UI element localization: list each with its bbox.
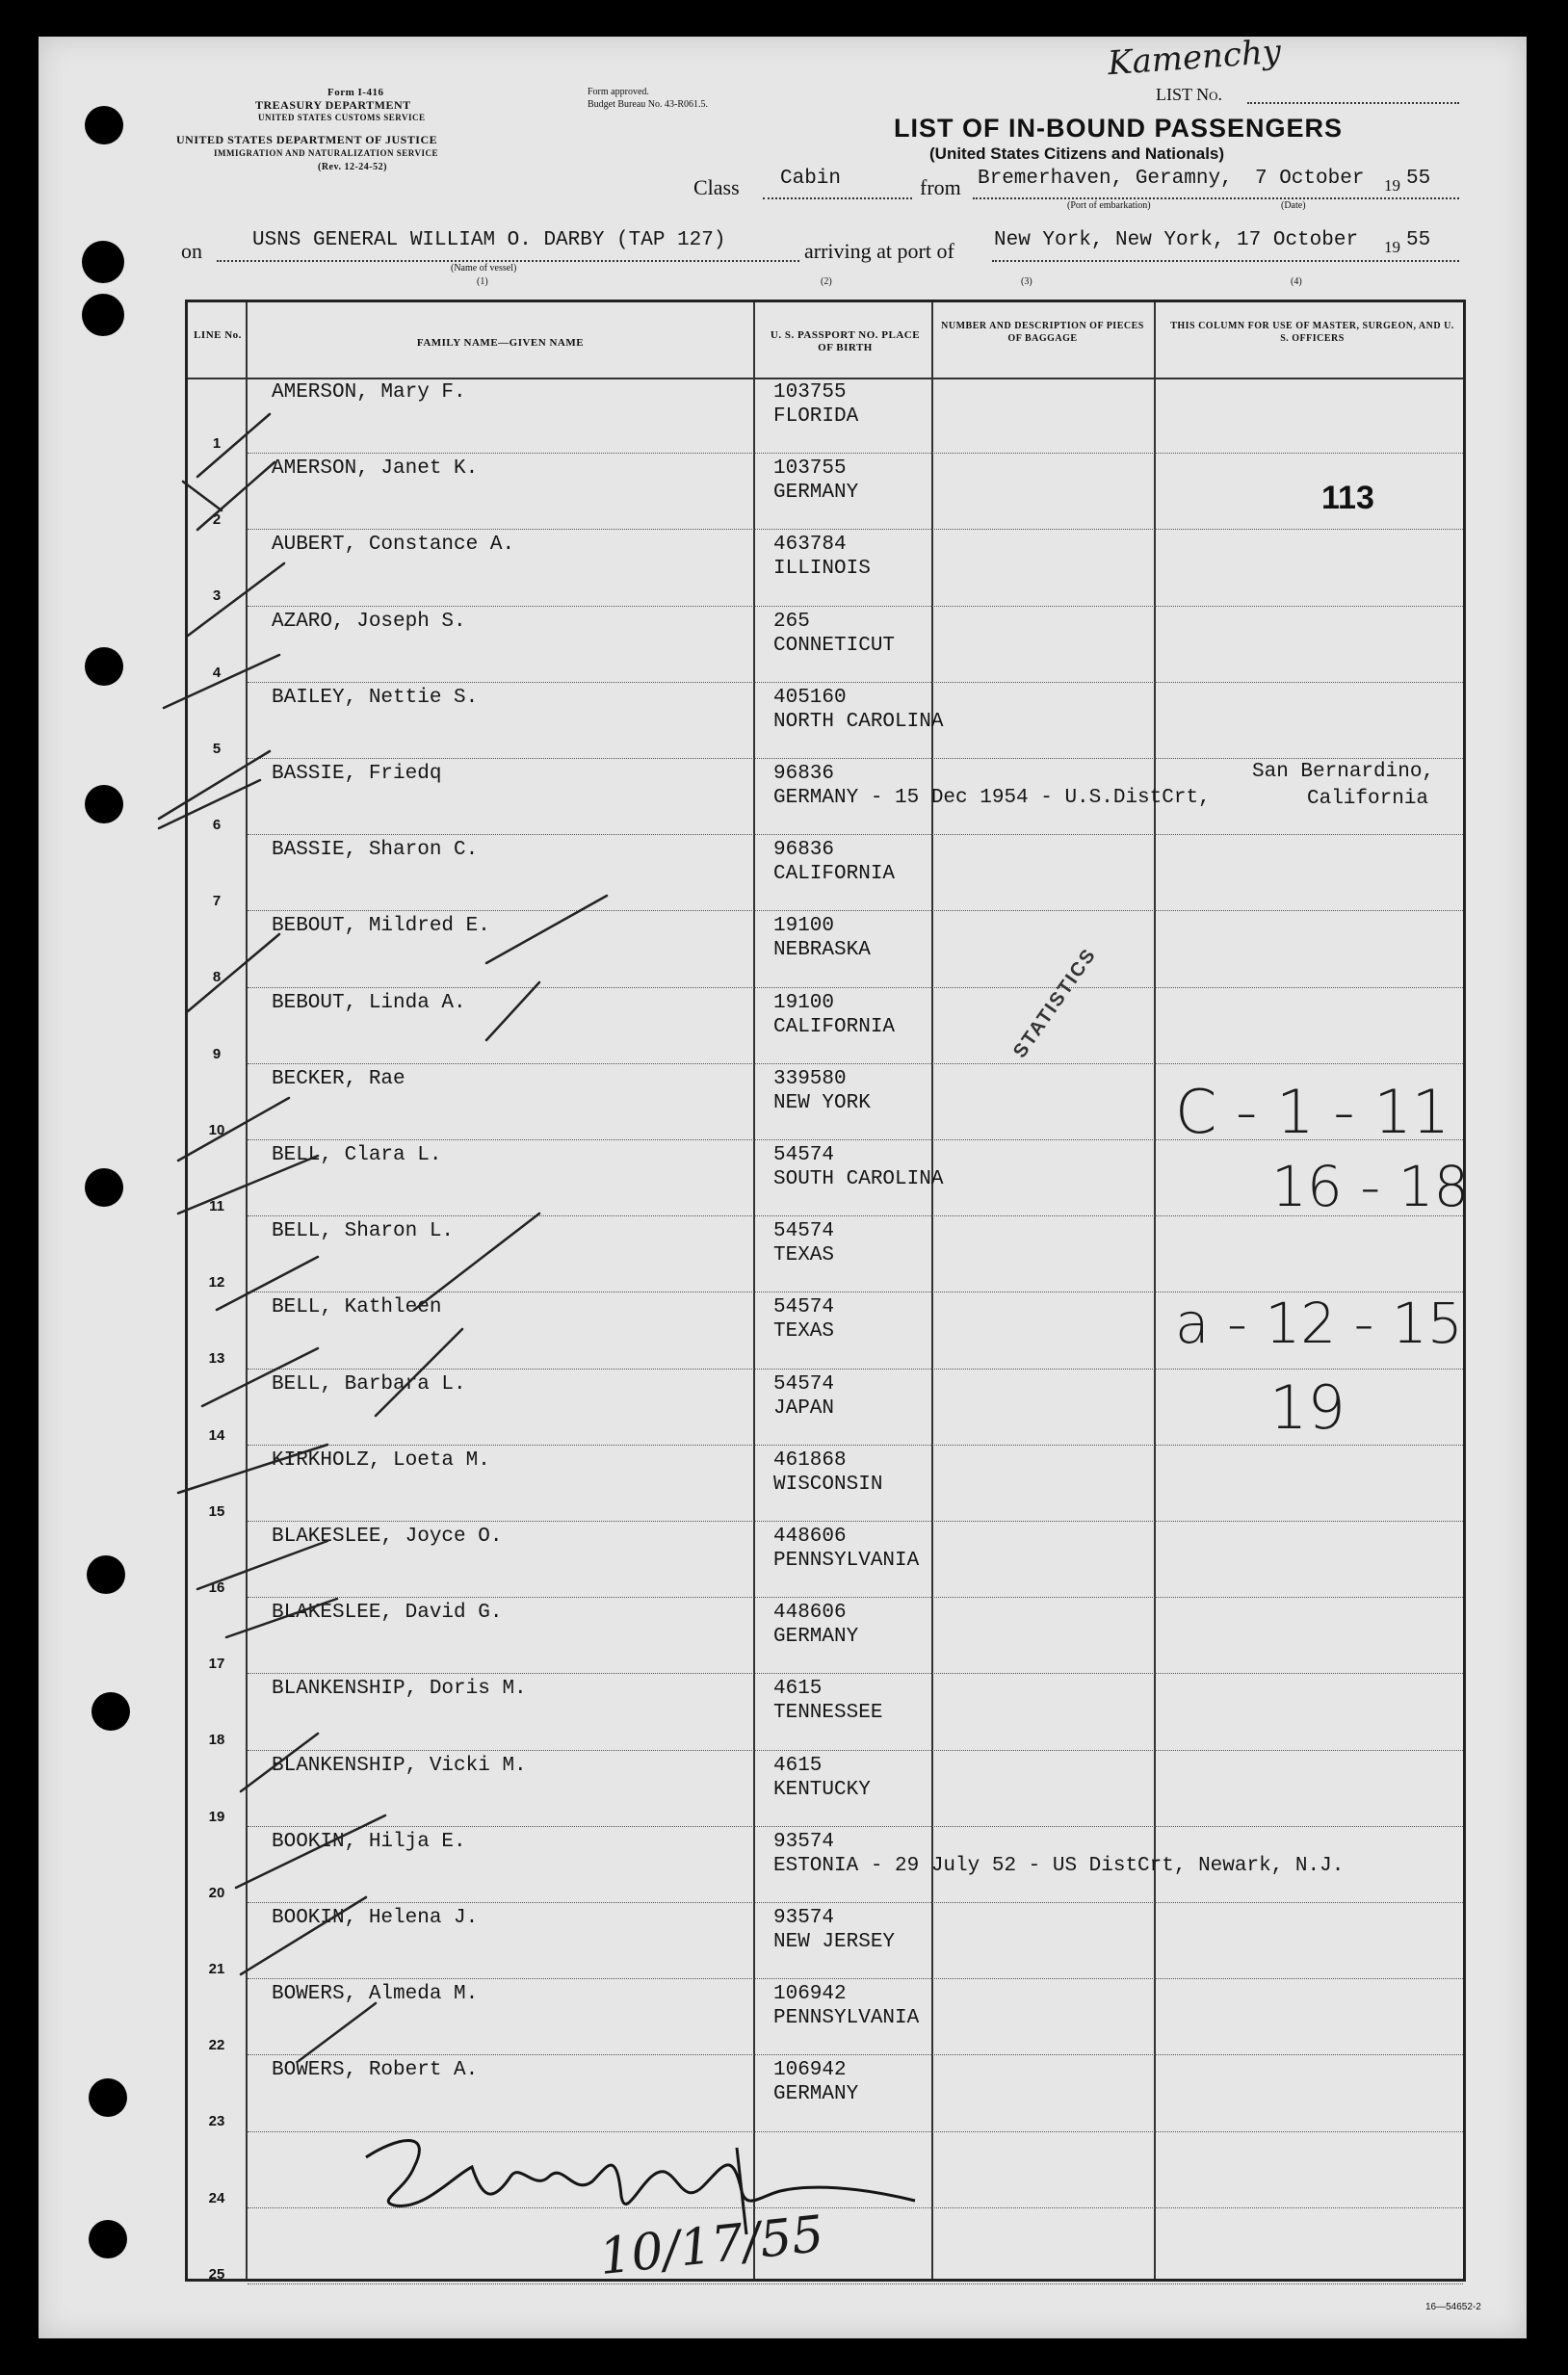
col-ref-4: (4) [1291,276,1302,287]
row-divider [248,1063,1463,1065]
passenger-name: BAILEY, Nettie S. [272,686,479,709]
passenger-name: BELL, Clara L. [272,1144,442,1166]
page-subtitle: (United States Citizens and Nationals) [929,144,1225,163]
passenger-name: AMERSON, Janet K. [272,457,479,481]
place-of-birth: JAPAN [773,1396,835,1420]
passport-number: 106942 [773,1983,847,2006]
place-of-birth: ESTONIA - 29 July 52 - US DistCrt, Newark, N.J. [773,1854,1345,1877]
line-number: 23 [208,2113,225,2130]
passport-number: 93574 [773,1830,835,1853]
vessel-line [217,260,799,262]
court-place-line2: California [1307,788,1429,810]
row-divider [248,529,1463,531]
row-divider [248,606,1463,608]
passport-number: 461868 [773,1448,847,1472]
col-divider [931,302,933,2279]
justice-dept: UNITED STATES DEPARTMENT OF JUSTICE [176,133,438,146]
row-divider [248,758,1463,760]
place-of-birth: PENNSYLVANIA [773,1550,920,1572]
line-number: 1 [212,435,222,452]
line-number: 22 [208,2037,225,2054]
passenger-name: AZARO, Joseph S. [272,610,466,633]
vessel-caption: (Name of vessel) [451,263,517,274]
arrival-year-prefix: 19 [1384,238,1400,256]
row-divider [248,834,1463,836]
passport-number: 448606 [773,1526,847,1548]
place-of-birth: CONNETICUT [773,634,896,657]
line-number: 20 [208,1884,225,1901]
col-divider [246,302,248,2279]
row-divider [248,1445,1463,1447]
place-of-birth: NEW YORK [773,1091,871,1114]
passport-number: 463784 [773,534,847,557]
place-of-birth: PENNSYLVANIA [773,2007,920,2030]
passenger-name: AUBERT, Constance A. [272,534,515,557]
signature-date: 10/17/55 [596,2205,827,2287]
binder-hole [85,1168,123,1207]
passport-number: 96836 [773,839,835,862]
immigration-service: IMMIGRATION AND NATURALIZATION SERVICE [214,148,438,158]
passport-number: 448606 [773,1602,847,1625]
passenger-name: BELL, Barbara L. [272,1372,466,1396]
binder-hole [82,241,124,283]
line-number: 11 [209,1198,224,1214]
col-ref-2: (2) [821,276,832,287]
row-divider [248,910,1463,912]
from-year-prefix: 19 [1384,176,1400,195]
form-number: Form I-416 [327,87,384,98]
passenger-name: BOOKIN, Helena J. [272,1907,479,1929]
passenger-name: BASSIE, Friedq [272,763,442,785]
row-divider [248,682,1463,684]
place-of-birth: TEXAS [773,1320,835,1344]
line-number: 2 [212,511,222,529]
date-caption: (Date) [1281,200,1306,211]
place-of-birth: GERMANY [773,2083,859,2106]
from-date: 7 October [1255,168,1365,190]
row-divider [248,1750,1463,1752]
footer-code: 16—54652-2 [1425,2302,1481,2312]
class-line [763,197,912,199]
passenger-name: BASSIE, Sharon C. [272,839,479,862]
line-number: 17 [208,1656,225,1673]
passenger-name: BLANKENSHIP, Vicki M. [272,1754,527,1777]
place-of-birth: WISCONSIN [773,1473,883,1496]
arrival-line [992,260,1459,262]
page-title: LIST OF IN-BOUND PASSENGERS [894,114,1344,143]
line-number: 14 [208,1426,225,1444]
passport-number: 93574 [773,1907,835,1929]
place-of-birth: NORTH CAROLINA [773,710,944,733]
passport-number: 19100 [773,915,835,938]
passenger-name: BEBOUT, Mildred E. [272,915,490,938]
row-divider [248,453,1463,455]
line-number: 16 [208,1579,225,1596]
place-of-birth: GERMANY - 15 Dec 1954 - U.S.DistCrt, [773,787,1211,809]
header-passport: U. S. PASSPORT NO. PLACE OF BIRTH [770,329,921,353]
passport-number: 54574 [773,1144,835,1166]
binder-hole [89,2220,127,2258]
passport-number: 54574 [773,1372,835,1396]
header-name: FAMILY NAME—GIVEN NAME [416,337,585,349]
passenger-name: AMERSON, Mary F. [272,381,466,404]
budget-bureau: Budget Bureau No. 43-R061.5. [588,99,708,110]
row-divider [248,1673,1463,1675]
from-port: Bremerhaven, Geramny, [978,168,1233,190]
line-number: 25 [208,2265,225,2283]
handwritten-note-4: 19 [1269,1372,1346,1443]
line-number: 24 [208,2189,225,2206]
class-label: Class [693,175,740,199]
header-officers: THIS COLUMN FOR USE OF MASTER, SURGEON, AND U. S. OFFICERS [1170,321,1454,344]
arrival-port: New York, New York, 17 October [994,229,1359,251]
row-divider [248,1521,1463,1523]
line-number: 6 [212,817,222,833]
binder-hole [85,106,123,144]
list-no-handwritten: Kamenchy [1106,32,1283,84]
passenger-count: 113 [1321,480,1374,516]
line-number: 5 [212,740,222,757]
passport-number: 103755 [773,381,847,404]
passenger-name: BELL, Kathleen [272,1296,442,1319]
passport-number: 405160 [773,686,847,709]
line-number: 21 [208,1961,225,1977]
list-no-line [1247,102,1459,104]
passport-number: 54574 [773,1220,835,1243]
customs-service: UNITED STATES CUSTOMS SERVICE [258,113,426,122]
port-embark-caption: (Port of embarkation) [1067,200,1151,211]
vessel-name: USNS GENERAL WILLIAM O. DARBY (TAP 127) [252,229,726,251]
passenger-name: BELL, Sharon L. [272,1220,455,1243]
row-divider [248,1826,1463,1828]
place-of-birth: GERMANY [773,1626,859,1649]
passenger-name: KIRKHOLZ, Loeta M. [272,1448,490,1472]
col-ref-3: (3) [1021,276,1032,287]
row-divider [248,987,1463,989]
passport-number: 103755 [773,457,847,481]
place-of-birth: ILLINOIS [773,558,871,581]
binder-hole [89,2078,127,2117]
from-line [973,197,1459,199]
row-divider [248,1597,1463,1599]
header-line-no: LINE No. [194,329,242,341]
place-of-birth: CALIFORNIA [773,1015,896,1038]
line-number: 19 [208,1808,225,1825]
arrival-year: 55 [1406,229,1431,251]
passenger-name: BOWERS, Robert A. [272,2059,479,2082]
passenger-name: BECKER, Rae [272,1067,405,1090]
binder-hole [85,647,123,686]
arriving-label: arriving at port of [804,239,954,263]
place-of-birth: FLORIDA [773,405,859,428]
revision: (Rev. 12-24-52) [318,162,387,172]
place-of-birth: KENTUCKY [773,1778,871,1801]
handwritten-note-2: 16 - 18 [1271,1154,1470,1219]
binder-hole [91,1692,130,1731]
passport-number: 106942 [773,2059,847,2082]
passenger-name: BLAKESLEE, Joyce O. [272,1526,503,1548]
line-number: 4 [212,664,222,681]
form-approved: Form approved. [588,87,649,97]
header-baggage: NUMBER AND DESCRIPTION OF PIECES OF BAGGAGE [941,321,1144,344]
line-number: 8 [212,969,222,986]
handwritten-note-1: C - 1 - 11 [1175,1077,1450,1147]
binder-hole [85,785,123,823]
row-divider [248,2054,1463,2056]
passport-number: 4615 [773,1678,823,1701]
place-of-birth: GERMANY [773,482,859,505]
col-divider [753,302,755,2279]
line-number: 9 [212,1045,222,1062]
place-of-birth: TENNESSEE [773,1702,883,1725]
treasury-dept: TREASURY DEPARTMENT [255,98,411,112]
line-number: 13 [208,1350,225,1368]
binder-hole [82,294,124,336]
place-of-birth: TEXAS [773,1244,835,1267]
from-year: 55 [1406,168,1431,190]
passenger-name: BOOKIN, Hilja E. [272,1830,466,1853]
passport-number: 339580 [773,1067,847,1090]
line-number: 7 [212,893,222,910]
binder-hole [87,1555,125,1594]
handwritten-note-3: a - 12 - 15 [1175,1291,1463,1356]
line-number: 15 [208,1502,225,1520]
on-label: on [181,239,202,263]
row-divider [248,1369,1463,1370]
statistics-stamp: STATISTICS [1009,944,1101,1062]
passport-number: 4615 [773,1754,823,1777]
passenger-name: BLANKENSHIP, Doris M. [272,1678,527,1701]
class-value: Cabin [780,168,842,190]
col-divider [1154,302,1156,2279]
from-label: from [920,175,961,199]
passenger-name: BLAKESLEE, David G. [272,1602,503,1625]
passport-number: 96836 [773,763,835,785]
place-of-birth: NEW JERSEY [773,1931,896,1953]
line-number: 18 [208,1732,225,1749]
passport-number: 19100 [773,991,835,1014]
place-of-birth: SOUTH CAROLINA [773,1168,944,1190]
line-number: 12 [208,1274,225,1292]
passenger-name: BOWERS, Almeda M. [272,1983,479,2006]
row-divider [248,1978,1463,1980]
row-divider [248,1902,1463,1904]
list-no-label: LIST No. [1156,85,1223,104]
header-divider [188,378,1463,379]
line-number: 3 [212,587,222,605]
passport-number: 265 [773,610,810,633]
place-of-birth: NEBRASKA [773,939,871,962]
passenger-name: BEBOUT, Linda A. [272,991,466,1014]
col-ref-1: (1) [477,276,488,287]
court-place-line1: San Bernardino, [1252,761,1435,783]
place-of-birth: CALIFORNIA [773,863,896,886]
passport-number: 54574 [773,1296,835,1319]
line-number: 10 [208,1121,225,1138]
